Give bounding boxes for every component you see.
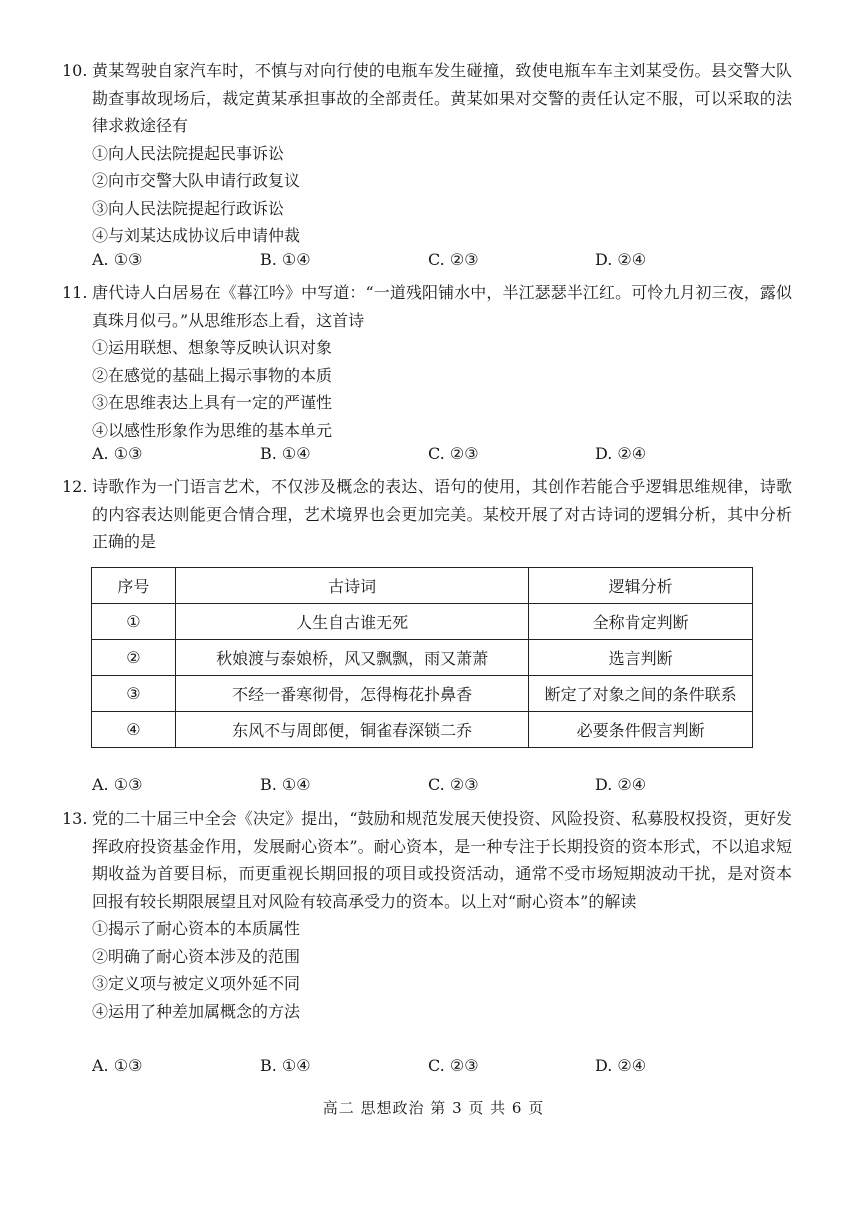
table-cell: 东风不与周郎便，铜雀春深锁二乔: [175, 712, 528, 748]
choice-a: A. ①③: [92, 444, 143, 463]
choice-a: A. ①③: [92, 250, 143, 269]
question-number: 10.: [62, 61, 88, 80]
table-header-row: [92, 568, 753, 604]
table-cell: 选言判断: [529, 640, 753, 676]
choice-c: C. ②③: [428, 1056, 479, 1075]
choice-d: D. ②④: [595, 775, 647, 794]
answer-choices: [92, 250, 712, 278]
choice-b: B. ①④: [260, 1056, 311, 1075]
answer-choices: [92, 1056, 712, 1084]
table-row: [92, 640, 753, 676]
question-stem: 黄某驾驶自家汽车时，不慎与对向行使的电瓶车发生碰撞，致使电瓶车车主刘某受伤。县交警大队勘查事故现场后，裁定黄某承担事故的全部责任。黄某如果对交警的责任认定不服，可以采取的法律求救途径有: [92, 61, 792, 135]
table-row: [92, 604, 753, 640]
statement-1: ①揭示了耐心资本的本质属性: [92, 919, 301, 938]
answer-choices: [92, 775, 712, 803]
statement-2: ②明确了耐心资本涉及的范围: [92, 946, 301, 966]
statement-4: ④与刘某达成协议后申请仲裁: [92, 226, 301, 245]
table-header: 序号: [92, 568, 176, 604]
question-11: [62, 279, 792, 444]
table-cell: 不经一番寒彻骨，怎得梅花扑鼻香: [175, 676, 528, 712]
question-number: 11.: [62, 283, 88, 302]
question-number: 12.: [62, 477, 88, 496]
choice-b: B. ①④: [260, 775, 311, 794]
question-13: [62, 805, 792, 1025]
table-cell: 必要条件假言判断: [529, 712, 753, 748]
statement-4: ④运用了种差加属概念的方法: [92, 1001, 301, 1021]
question-stem: 唐代诗人白居易在《暮江吟》中写道：“一道残阳铺水中，半江瑟瑟半江红。可怜九月初三夜，露似真珠月似弓。”从思维形态上看，这首诗: [92, 283, 792, 330]
statement-3: ③在思维表达上具有一定的严谨性: [92, 393, 333, 412]
table-row: [92, 676, 753, 712]
question-10: [62, 57, 792, 250]
statement-4: ④以感性形象作为思维的基本单元: [92, 420, 333, 440]
choice-c: C. ②③: [428, 250, 479, 269]
choice-b: B. ①④: [260, 250, 311, 269]
table-cell: ④: [92, 712, 176, 748]
statement-3: ③向人民法院提起行政诉讼: [92, 198, 285, 218]
logic-analysis-table: [91, 567, 753, 748]
choice-c: C. ②③: [428, 444, 479, 463]
statement-2: ②在感觉的基础上揭示事物的本质: [92, 365, 333, 385]
page-footer: 高二 思想政治 第 3 页 共 6 页: [322, 1099, 545, 1117]
table-cell: 秋娘渡与泰娘桥，风又飘飘，雨又萧萧: [175, 640, 528, 676]
choice-d: D. ②④: [595, 250, 647, 269]
question-12: [62, 473, 792, 556]
table-cell: ③: [92, 676, 176, 712]
table-cell: 断定了对象之间的条件联系: [529, 676, 753, 712]
table-cell: 全称肯定判断: [529, 604, 753, 640]
statement-1: ①向人民法院提起民事诉讼: [92, 143, 285, 163]
question-stem: 党的二十届三中全会《决定》提出，“鼓励和规范发展天使投资、风险投资、私募股权投资，更好发挥政府投资基金作用，发展耐心资本”。耐心资本，是一种专注于长期投资的资本形式，不以追求短期收益为首要目标，而更重视长期回报的项目或投资活动，通常不受市场短期波动干扰，是对资本回报有较长期限展望且对风险有较高承受力的资本。以上对“耐心资本”的解读: [92, 809, 792, 911]
table-cell: ②: [92, 640, 176, 676]
choice-a: A. ①③: [92, 775, 143, 794]
table-cell: 人生自古谁无死: [175, 604, 528, 640]
table-header: 逻辑分析: [529, 568, 753, 604]
table-row: [92, 712, 753, 748]
statement-3: ③定义项与被定义项外延不同: [92, 974, 301, 993]
choice-c: C. ②③: [428, 775, 479, 794]
question-stem: 诗歌作为一门语言艺术，不仅涉及概念的表达、语句的使用，其创作若能合乎逻辑思维规律，诗歌的内容表达则能更合情合理，艺术境界也会更加完美。某校开展了对古诗词的逻辑分析，其中分析正确的是: [92, 477, 792, 551]
choice-d: D. ②④: [595, 444, 647, 463]
statement-2: ②向市交警大队申请行政复议: [92, 171, 301, 190]
statement-1: ①运用联想、想象等反映认识对象: [92, 338, 333, 357]
question-number: 13.: [62, 809, 88, 828]
answer-choices: [92, 444, 712, 472]
choice-a: A. ①③: [92, 1056, 143, 1075]
table-header: 古诗词: [175, 568, 528, 604]
choice-d: D. ②④: [595, 1056, 647, 1075]
table-cell: ①: [92, 604, 176, 640]
choice-b: B. ①④: [260, 444, 311, 463]
